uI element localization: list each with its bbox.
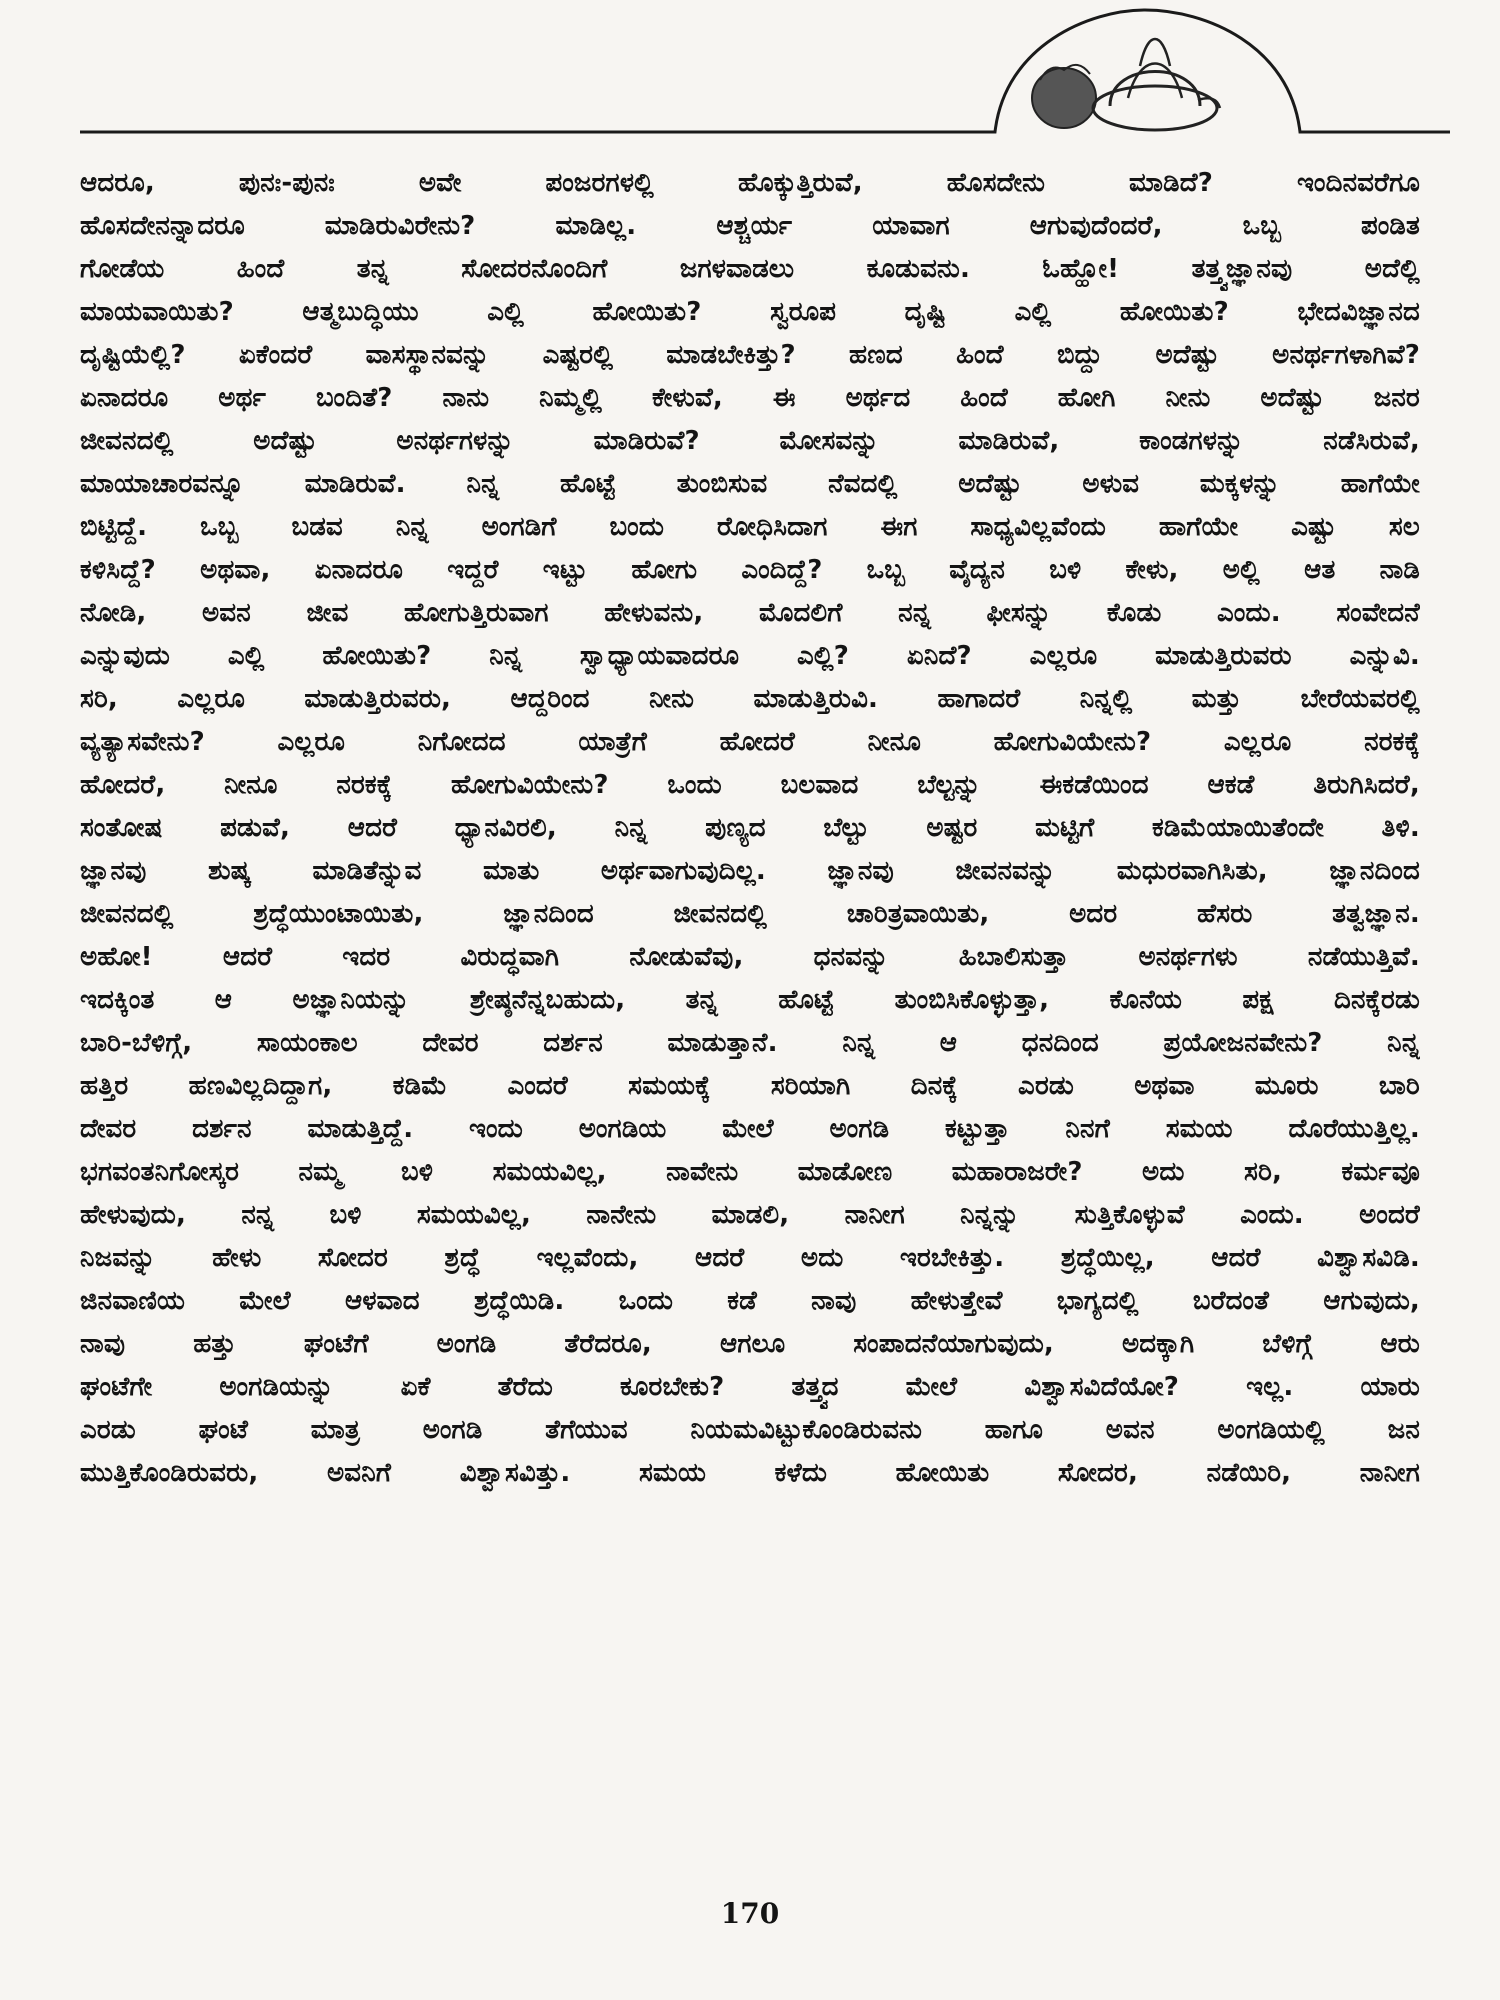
text-line: ಮಾಯಾಚಾರವನ್ನೂ ಮಾಡಿರುವೆ. ನಿನ್ನ ಹೊಟ್ಟೆ ತುಂಬಿಸುವ ನೆವದಲ್ಲಿ ಅದೆಷ್ಟು ಅಳುವ ಮಕ್ಕಳನ್ನು ಹಾಗೆಯೇ [80,469,1420,499]
text-line: ಹೋದರೆ, ನೀನೂ ನರಕಕ್ಕೆ ಹೋಗುವಿಯೇನು? ಒಂದು ಬಲವಾದ ಬೆಲ್ಟನ್ನು ಈಕಡೆಯಿಂದ ಆಕಡೆ ತಿರುಗಿಸಿದರೆ, [80,770,1420,800]
header-arch-ornament [0,0,1500,150]
text-line: ಭಗವಂತನಿಗೋಸ್ಕರ ನಮ್ಮ ಬಳಿ ಸಮಯವಿಲ್ಲ, ನಾವೇನು ಮಾಡೋಣ ಮಹಾರಾಜರೇ? ಅದು ಸರಿ, ಕರ್ಮವೂ [80,1157,1420,1187]
text-line: ಎರಡು ಘಂಟೆ ಮಾತ್ರ ಅಂಗಡಿ ತೆಗೆಯುವ ನಿಯಮವಿಟ್ಟುಕೊಂಡಿರುವನು ಹಾಗೂ ಅವನ ಅಂಗಡಿಯಲ್ಲಿ ಜನ [80,1415,1420,1445]
text-line: ಜಿನವಾಣಿಯ ಮೇಲೆ ಆಳವಾದ ಶ್ರದ್ಧೆಯಿಡಿ. ಒಂದು ಕಡೆ ನಾವು ಹೇಳುತ್ತೇವೆ ಭಾಗ್ಯದಲ್ಲಿ ಬರೆದಂತೆ ಆಗುವುದು, [80,1286,1420,1316]
kalash-emblem-icon [1032,39,1220,130]
text-line: ನಾವು ಹತ್ತು ಘಂಟೆಗೆ ಅಂಗಡಿ ತೆರೆದರೂ, ಆಗಲೂ ಸಂಪಾದನೆಯಾಗುವುದು, ಅದಕ್ಕಾಗಿ ಬೆಳಿಗ್ಗೆ ಆರು [80,1329,1420,1359]
text-line: ಹೊಸದೇನನ್ನಾದರೂ ಮಾಡಿರುವಿರೇನು? ಮಾಡಿಲ್ಲ. ಆಶ್ಚರ್ಯ ಯಾವಾಗ ಆಗುವುದೆಂದರೆ, ಒಬ್ಬ ಪಂಡಿತ [80,211,1420,241]
text-line: ನೋಡಿ, ಅವನ ಜೀವ ಹೋಗುತ್ತಿರುವಾಗ ಹೇಳುವನು, ಮೊದಲಿಗೆ ನನ್ನ ಫೀಸನ್ನು ಕೊಡು ಎಂದು. ಸಂವೇದನೆ [80,598,1420,628]
text-line: ಅಹೋ! ಆದರೆ ಇದರ ವಿರುದ್ಧವಾಗಿ ನೋಡುವೆವು, ಧನವನ್ನು ಹಿಬಾಲಿಸುತ್ತಾ ಅನರ್ಥಗಳು ನಡೆಯುತ್ತಿವೆ. [80,942,1420,972]
text-line: ಎನ್ನುವುದು ಎಲ್ಲಿ ಹೋಯಿತು? ನಿನ್ನ ಸ್ವಾಧ್ಯಾಯವಾದರೂ ಎಲ್ಲಿ? ಏನಿದೆ? ಎಲ್ಲರೂ ಮಾಡುತ್ತಿರುವರು ಎನ್ನುವಿ. [80,641,1420,671]
text-line: ಮಾಯವಾಯಿತು? ಆತ್ಮಬುದ್ಧಿಯು ಎಲ್ಲಿ ಹೋಯಿತು? ಸ್ವರೂಪ ದೃಷ್ಟಿ ಎಲ್ಲಿ ಹೋಯಿತು? ಭೇದವಿಜ್ಞಾನದ [80,297,1420,327]
text-line: ಜ್ಞಾನವು ಶುಷ್ಕ ಮಾಡಿತೆನ್ನುವ ಮಾತು ಅರ್ಥವಾಗುವುದಿಲ್ಲ. ಜ್ಞಾನವು ಜೀವನವನ್ನು ಮಧುರವಾಗಿಸಿತು, ಜ್ಞಾನದಿಂದ [80,856,1420,886]
header-rule-line [80,10,1450,132]
text-line: ನಿಜವನ್ನು ಹೇಳು ಸೋದರ ಶ್ರದ್ಧೆ ಇಲ್ಲವೆಂದು, ಆದರೆ ಅದು ಇರಬೇಕಿತ್ತು. ಶ್ರದ್ಧೆಯಿಲ್ಲ, ಆದರೆ ವಿಶ್ವಾಸವಿಡಿ. [80,1243,1420,1273]
text-line: ಬಿಟ್ಟಿದ್ದೆ. ಒಬ್ಬ ಬಡವ ನಿನ್ನ ಅಂಗಡಿಗೆ ಬಂದು ರೋಧಿಸಿದಾಗ ಈಗ ಸಾಧ್ಯವಿಲ್ಲವೆಂದು ಹಾಗೆಯೇ ಎಷ್ಟು ಸಲ [80,512,1420,542]
text-line: ವ್ಯತ್ಯಾಸವೇನು? ಎಲ್ಲರೂ ನಿಗೋದದ ಯಾತ್ರೆಗೆ ಹೋದರೆ ನೀನೂ ಹೋಗುವಿಯೇನು? ಎಲ್ಲರೂ ನರಕಕ್ಕೆ [80,727,1420,757]
text-line: ಜೀವನದಲ್ಲಿ ಶ್ರದ್ಧೆಯುಂಟಾಯಿತು, ಜ್ಞಾನದಿಂದ ಜೀವನದಲ್ಲಿ ಚಾರಿತ್ರವಾಯಿತು, ಅದರ ಹೆಸರು ತತ್ವಜ್ಞಾನ. [80,899,1420,929]
text-line: ಹತ್ತಿರ ಹಣವಿಲ್ಲದಿದ್ದಾಗ, ಕಡಿಮೆ ಎಂದರೆ ಸಮಯಕ್ಕೆ ಸರಿಯಾಗಿ ದಿನಕ್ಕೆ ಎರಡು ಅಥವಾ ಮೂರು ಬಾರಿ [80,1071,1420,1101]
text-line: ಆದರೂ, ಪುನಃ-ಪುನಃ ಅವೇ ಪಂಜರಗಳಲ್ಲಿ ಹೊಕ್ಕುತ್ತಿರುವೆ, ಹೊಸದೇನು ಮಾಡಿದೆ? ಇಂದಿನವರೆಗೂ [80,168,1420,198]
text-line: ಹೇಳುವುದು, ನನ್ನ ಬಳಿ ಸಮಯವಿಲ್ಲ, ನಾನೇನು ಮಾಡಲಿ, ನಾನೀಗ ನಿನ್ನನ್ನು ಸುತ್ತಿಕೊಳ್ಳುವೆ ಎಂದು. ಅಂದರೆ [80,1200,1420,1230]
text-line: ದೇವರ ದರ್ಶನ ಮಾಡುತ್ತಿದ್ದೆ. ಇಂದು ಅಂಗಡಿಯ ಮೇಲೆ ಅಂಗಡಿ ಕಟ್ಟುತ್ತಾ ನಿನಗೆ ಸಮಯ ದೊರೆಯುತ್ತಿಲ್ಲ. [80,1114,1420,1144]
text-line: ಗೋಡೆಯ ಹಿಂದೆ ತನ್ನ ಸೋದರನೊಂದಿಗೆ ಜಗಳವಾಡಲು ಕೂಡುವನು. ಓಹ್ಹೋ! ತತ್ತ್ವಜ್ಞಾನವು ಅದೆಲ್ಲಿ [80,254,1420,284]
text-line: ಕಳಿಸಿದ್ದೆ? ಅಥವಾ, ಏನಾದರೂ ಇದ್ದರೆ ಇಟ್ಟು ಹೋಗು ಎಂದಿದ್ದೆ? ಒಬ್ಬ ವೈದ್ಯನ ಬಳಿ ಕೇಳು, ಅಲ್ಲಿ ಆತ ನಾಡಿ [80,555,1420,585]
text-line: ದೃಷ್ಟಿಯೆಲ್ಲಿ? ಏಕೆಂದರೆ ವಾಸಸ್ಥಾನವನ್ನು ಎಷ್ಟರಲ್ಲಿ ಮಾಡಬೇಕಿತ್ತು? ಹಣದ ಹಿಂದೆ ಬಿದ್ದು ಅದೆಷ್ಟು ಅನರ್ಥಗಳಾಗಿವೆ? [80,340,1420,370]
text-line: ಇದಕ್ಕಿಂತ ಆ ಅಜ್ಞಾನಿಯನ್ನು ಶ್ರೇಷ್ಠನೆನ್ನಬಹುದು, ತನ್ನ ಹೊಟ್ಟೆ ತುಂಬಿಸಿಕೊಳ್ಳುತ್ತಾ, ಕೊನೆಯ ಪಕ್ಷ ದಿನಕ್ಕೆರಡು [80,985,1420,1015]
page-number: 170 [720,1897,780,1930]
text-line [80,1495,1420,1538]
text-line: ಬಾರಿ-ಬೆಳಿಗ್ಗೆ, ಸಾಯಂಕಾಲ ದೇವರ ದರ್ಶನ ಮಾಡುತ್ತಾನೆ. ನಿನ್ನ ಆ ಧನದಿಂದ ಪ್ರಯೋಜನವೇನು? ನಿನ್ನ [80,1028,1420,1058]
text-line: ಮುತ್ತಿಕೊಂಡಿರುವರು, ಅವನಿಗೆ ವಿಶ್ವಾಸವಿತ್ತು. ಸಮಯ ಕಳೆದು ಹೋಯಿತು ಸೋದರ, ನಡೆಯಿರಿ, ನಾನೀಗ [80,1458,1420,1488]
page-header [0,0,1500,150]
text-line: ಸಂತೋಷ ಪಡುವೆ, ಆದರೆ ಧ್ಯಾನವಿರಲಿ, ನಿನ್ನ ಪುಣ್ಯದ ಬೆಲ್ಟು ಅಷ್ಟರ ಮಟ್ಟಿಗೆ ಕಡಿಮೆಯಾಯಿತೆಂದೇ ತಿಳಿ. [80,813,1420,843]
text-line: ಜೀವನದಲ್ಲಿ ಅದೆಷ್ಟು ಅನರ್ಥಗಳನ್ನು ಮಾಡಿರುವೆ? ಮೋಸವನ್ನು ಮಾಡಿರುವೆ, ಕಾಂಡಗಳನ್ನು ನಡೆಸಿರುವೆ, [80,426,1420,456]
text-line: ಸರಿ, ಎಲ್ಲರೂ ಮಾಡುತ್ತಿರುವರು, ಆದ್ದರಿಂದ ನೀನು ಮಾಡುತ್ತಿರುವಿ. ಹಾಗಾದರೆ ನಿನ್ನಲ್ಲಿ ಮತ್ತು ಬೇರೆಯವರಲ್ಲಿ [80,684,1420,714]
body-text [80,162,1420,1538]
text-line: ಘಂಟೆಗೇ ಅಂಗಡಿಯನ್ನು ಏಕೆ ತೆರೆದು ಕೂರಬೇಕು? ತತ್ತ್ವದ ಮೇಲೆ ವಿಶ್ವಾಸವಿದೆಯೋ? ಇಲ್ಲ. ಯಾರು [80,1372,1420,1402]
text-line: ಏನಾದರೂ ಅರ್ಥ ಬಂದಿತೆ? ನಾನು ನಿಮ್ಮಲ್ಲಿ ಕೇಳುವೆ, ಈ ಅರ್ಥದ ಹಿಂದೆ ಹೋಗಿ ನೀನು ಅದೆಷ್ಟು ಜನರ [80,383,1420,413]
